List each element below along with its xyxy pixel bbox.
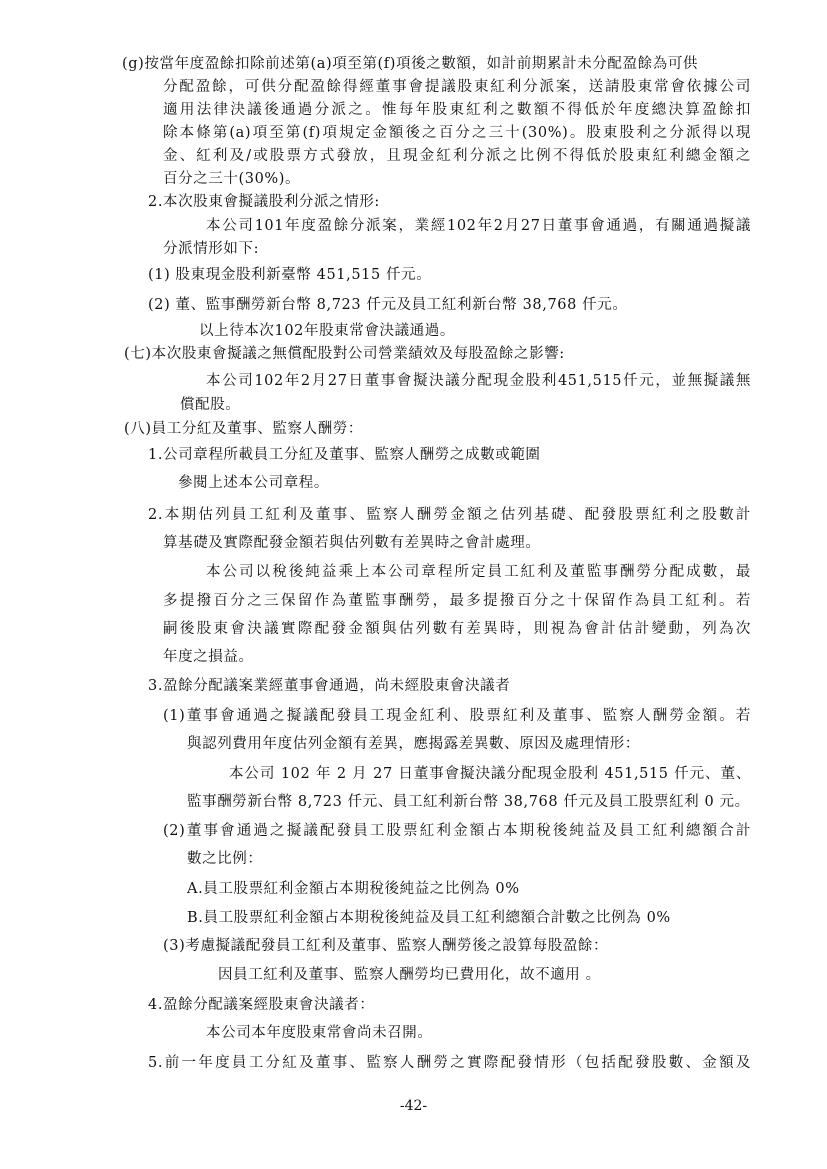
paragraph-g-line-3: 適用法律決議後通過分派之。惟每年股東紅利之數額不得低於年度總決算盈餘扣 <box>163 102 751 118</box>
paragraph-g-line-5: 金、紅利及/或股票方式發放，且現金紅利分派之比例不得低於股東紅利總金額之 <box>163 148 751 164</box>
section-8-3-2-item-b: B.員工股票紅利金額占本期稅後純益及員工紅利總額合計數之比例為 0% <box>187 910 671 926</box>
paragraph-g-line-4: 除本條第(a)項至第(f)項規定金額後之百分之三十(30%)。股東股利之分派得以現 <box>163 125 751 141</box>
paragraph-g-line-1: (g)按當年度盈餘扣除前述第(a)項至第(f)項後之數額，如計前期累計未分配盈餘為可供 <box>122 56 699 72</box>
section-8-3-1-line-2: 與認列費用年度估列金額有差異，應揭露差異數、原因及處理情形： <box>187 736 640 752</box>
section-2-body-line-2: 分派情形如下: <box>163 241 260 257</box>
section-8-3-3-title: (3)考慮擬議配發員工紅利及董事、監察人酬勞後之設算每股盈餘： <box>163 938 609 954</box>
section-8-2-body-line-2: 多提撥百分之三保留作為董監事酬勞，最多提撥百分之十保留作為員工紅利。若 <box>163 593 751 609</box>
section-8-title: (八)員工分紅及董事、監察人酬勞： <box>124 421 364 437</box>
section-7-title: (七)本次股東會擬議之無償配股對公司營業績效及每股盈餘之影響: <box>124 346 565 362</box>
section-8-2-title-line-2: 算基礎及實際配發金額若與估列數有差異時之會計處理。 <box>163 535 541 551</box>
paragraph-g-line-6: 百分之三十(30%)。 <box>163 171 301 187</box>
section-8-4-body: 本公司本年度股東常會尚未召開。 <box>206 1025 433 1041</box>
section-8-1-title: 1.公司章程所載員工分紅及董事、監察人酬勞之成數或範圍 <box>148 447 541 463</box>
page-number: -42- <box>399 1098 428 1114</box>
section-8-2-body-line-1: 本公司以稅後純益乘上本公司章程所定員工紅利及董監事酬勞分配成數，最 <box>206 564 751 580</box>
section-2-body-line-1: 本公司101年度盈餘分派案，業經102年2月27日董事會通過，有關通過擬議 <box>206 218 751 234</box>
section-8-3-title: 3.盈餘分配議案業經董事會通過，尚未經股東會決議者 <box>148 678 511 694</box>
section-2-note: 以上待本次102年股東常會決議通過。 <box>199 323 455 339</box>
section-8-3-3-body: 因員工紅利及董事、監察人酬勞均已費用化，故不適用 。 <box>218 967 601 983</box>
section-8-3-2-line-1: (2)董事會通過之擬議配發員工股票紅利金額占本期稅後純益及員工紅利總額合計 <box>163 823 751 839</box>
section-8-4-title: 4.盈餘分配議案經股東會決議者： <box>148 997 375 1013</box>
section-8-2-title-line-1: 2.本期估列員工紅利及董事、監察人酬勞金額之估列基礎、配發股票紅利之股數計 <box>148 507 751 523</box>
section-2-item-1: (1) 股東現金股利新臺幣 451,515 仟元。 <box>148 267 432 283</box>
section-8-3-1-body-line-1: 本公司 102 年 2 月 27 日董事會擬決議分配現金股利 451,515 仟元、董、 <box>229 766 751 782</box>
section-2-title: 2.本次股東會擬議股利分派之情形: <box>148 194 380 210</box>
section-8-2-body-line-3: 嗣後股東會決議實際配發金額與估列數有差異時，則視為會計估計變動，列為次 <box>163 621 751 637</box>
section-8-3-1-line-1: (1)董事會通過之擬議配發員工現金紅利、股票紅利及董事、監察人酬勞金額。若 <box>163 708 751 724</box>
section-2-item-2: (2) 董、監事酬勞新台幣 8,723 仟元及員工紅利新台幣 38,768 仟元。 <box>148 297 628 313</box>
section-7-body-line-2: 償配股。 <box>180 397 241 413</box>
section-8-3-2-line-2: 數之比例： <box>187 851 263 867</box>
section-8-1-body: 參閱上述本公司章程。 <box>178 475 329 491</box>
paragraph-g-line-2: 分配盈餘，可供分配盈餘得經董事會提議股東紅利分派案，送請股東常會依據公司 <box>163 79 751 95</box>
section-8-3-2-item-a: A.員工股票紅利金額占本期稅後純益之比例為 0% <box>187 881 520 897</box>
section-8-2-body-line-4: 年度之損益。 <box>163 649 254 665</box>
section-8-5-title: 5.前一年度員工分紅及董事、監察人酬勞之實際配發情形（包括配發股數、金額及 <box>148 1055 751 1071</box>
section-7-body-line-1: 本公司102年2月27日董事會擬決議分配現金股利451,515仟元，並無擬議無 <box>206 373 751 389</box>
section-8-3-1-body-line-2: 監事酬勞新台幣 8,723 仟元、員工紅利新台幣 38,768 仟元及員工股票紅利 0 元。 <box>187 794 750 810</box>
